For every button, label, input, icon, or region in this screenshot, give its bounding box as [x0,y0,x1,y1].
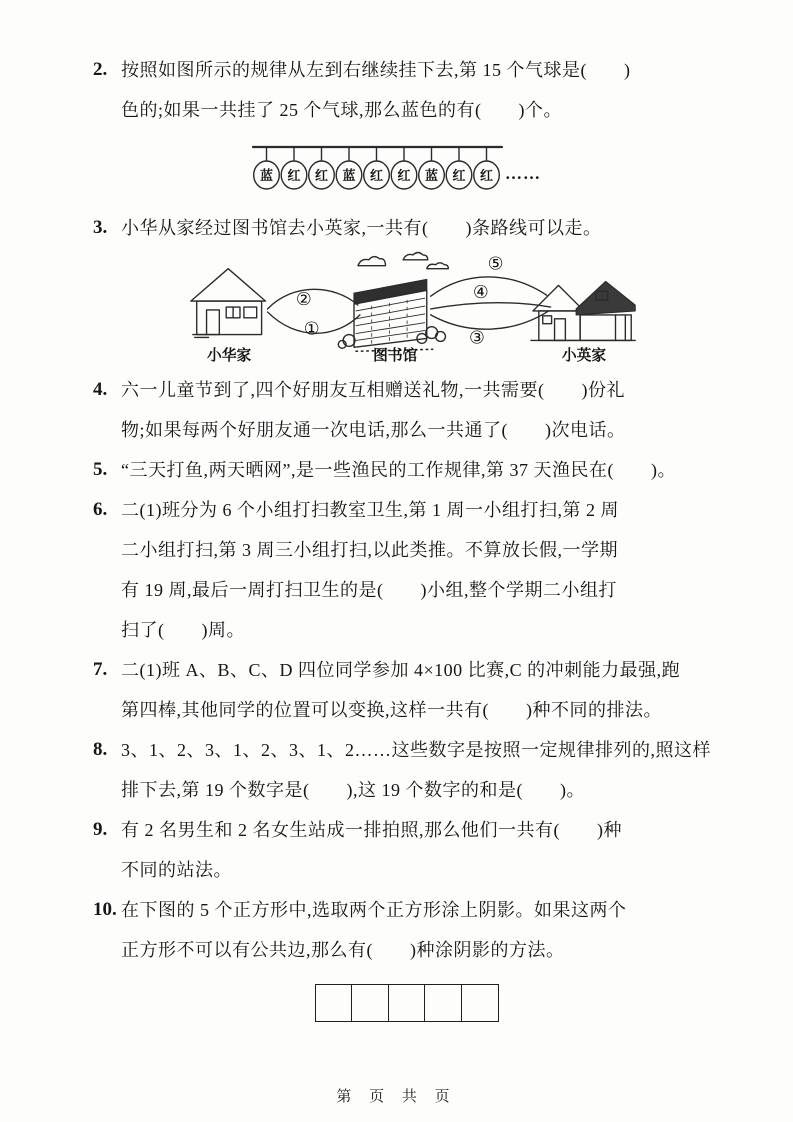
balloon [281,147,307,189]
balloon-label: 红 [314,168,329,183]
ellipsis-text: …… [505,164,541,183]
library-illustration [338,252,448,351]
question-text-line: 小华从家经过图书馆去小英家,一共有( )条路线可以走。 [121,218,602,238]
route-path [268,289,358,309]
balloon-pattern-figure [252,144,733,202]
question-text-line: 色的;如果一共挂了 25 个气球,那么蓝色的有( )个。 [121,100,562,120]
balloon [309,147,335,189]
route-number: ① [303,319,320,340]
question-text-line: “三天打鱼,两天晒网”,是一些渔民的工作规律,第 37 天渔民在( )。 [121,460,676,480]
question-7 [93,650,733,730]
route-number: ⑤ [487,254,504,275]
question-text-line: 扫了( )周。 [121,620,245,640]
question-text-line: 有 19 周,最后一周打扫卫生的是( )小组,整个学期二小组打 [121,580,617,600]
question-text-line: 按照如图所示的规律从左到右继续挂下去,第 15 个气球是( ) [121,60,631,80]
balloon [419,147,445,189]
balloon [391,147,417,189]
question-4 [93,370,733,450]
square [315,984,353,1022]
balloon-label: 红 [287,168,301,183]
balloon-label: 蓝 [342,168,356,183]
balloon-label: 蓝 [424,168,439,183]
balloon [336,147,362,189]
question-text-line: 有 2 名男生和 2 名女生站成一排拍照,那么他们一共有( )种 [121,820,622,840]
question-number: 2. [93,59,108,80]
house-xiaoying-illustration [531,281,635,340]
question-5 [93,450,733,490]
cloud-icon [403,252,428,259]
page-footer: 第 页 共 页 [336,1089,457,1105]
question-10 [93,890,733,970]
question-8 [93,730,733,810]
question-number: 6. [93,499,108,520]
balloon-label: 蓝 [259,168,274,183]
square [424,984,462,1022]
route-number: ③ [468,328,485,349]
question-text-line: 二小组打扫,第 3 周三小组打扫,以此类推。不算放长假,一学期 [121,540,618,560]
question-text-line: 物;如果每两个好朋友通一次电话,那么一共通了( )次电话。 [121,420,626,440]
question-text-line: 排下去,第 19 个数字是( ),这 19 个数字的和是( )。 [121,780,585,800]
square [388,984,426,1022]
route-label-right: 小英家 [561,348,607,365]
route-label-center: 图书馆 [373,348,418,365]
balloon [364,147,390,189]
routes-left [268,289,360,339]
question-text-line: 正方形不可以有公共边,那么有( )种涂阴影的方法。 [121,940,565,960]
question-9 [93,810,733,890]
question-text-line: 在下图的 5 个正方形中,选取两个正方形涂上阴影。如果这两个 [121,900,627,920]
balloon-figure-drawing [252,144,562,202]
question-text-line: 第四棒,其他同学的位置可以变换,这样一共有( )种不同的排法。 [121,700,662,720]
route-path [431,311,549,329]
square [351,984,389,1022]
balloon-label: 红 [397,168,411,183]
cloud-icon [358,257,386,266]
route-map-figure [175,250,733,366]
route-number: ④ [472,283,489,304]
route-map-drawing [175,250,650,366]
question-text-line: 3、1、2、3、1、2、3、1、2……这些数字是按照一定规律排列的,照这样 [121,740,711,760]
balloon-label: 红 [369,168,384,183]
question-text-line: 二(1)班分为 6 个小组打扫教室卫生,第 1 周一小组打扫,第 2 周 [121,500,619,520]
question-6 [93,490,733,650]
question-text-line: 二(1)班 A、B、C、D 四位同学参加 4×100 比赛,C 的冲刺能力最强,跑 [121,660,681,680]
question-2 [93,50,733,130]
question-number: 3. [93,217,108,238]
route-number: ② [295,290,312,311]
balloon-label: 红 [479,168,494,183]
route-path [431,303,551,309]
worksheet-content [93,50,733,1024]
question-text-line: 不同的站法。 [121,860,232,880]
question-3 [93,208,733,248]
five-squares-figure [315,984,733,1024]
question-number: 5. [93,459,108,480]
question-number: 4. [93,379,108,400]
question-number: 9. [93,819,108,840]
cloud-icon [427,263,449,269]
house-xiaohua-illustration [191,269,266,338]
question-number: 10. [93,899,117,920]
square [461,984,499,1022]
question-number: 7. [93,659,108,680]
balloon [446,147,472,189]
balloon [474,147,500,189]
question-number: 8. [93,739,108,760]
bush-icon [436,332,446,342]
route-label-left: 小华家 [207,348,252,365]
balloon [254,147,280,189]
bush-icon [343,335,355,347]
balloon-label: 红 [452,168,466,183]
question-text-line: 六一儿童节到了,四个好朋友互相赠送礼物,一共需要( )份礼 [121,380,625,400]
